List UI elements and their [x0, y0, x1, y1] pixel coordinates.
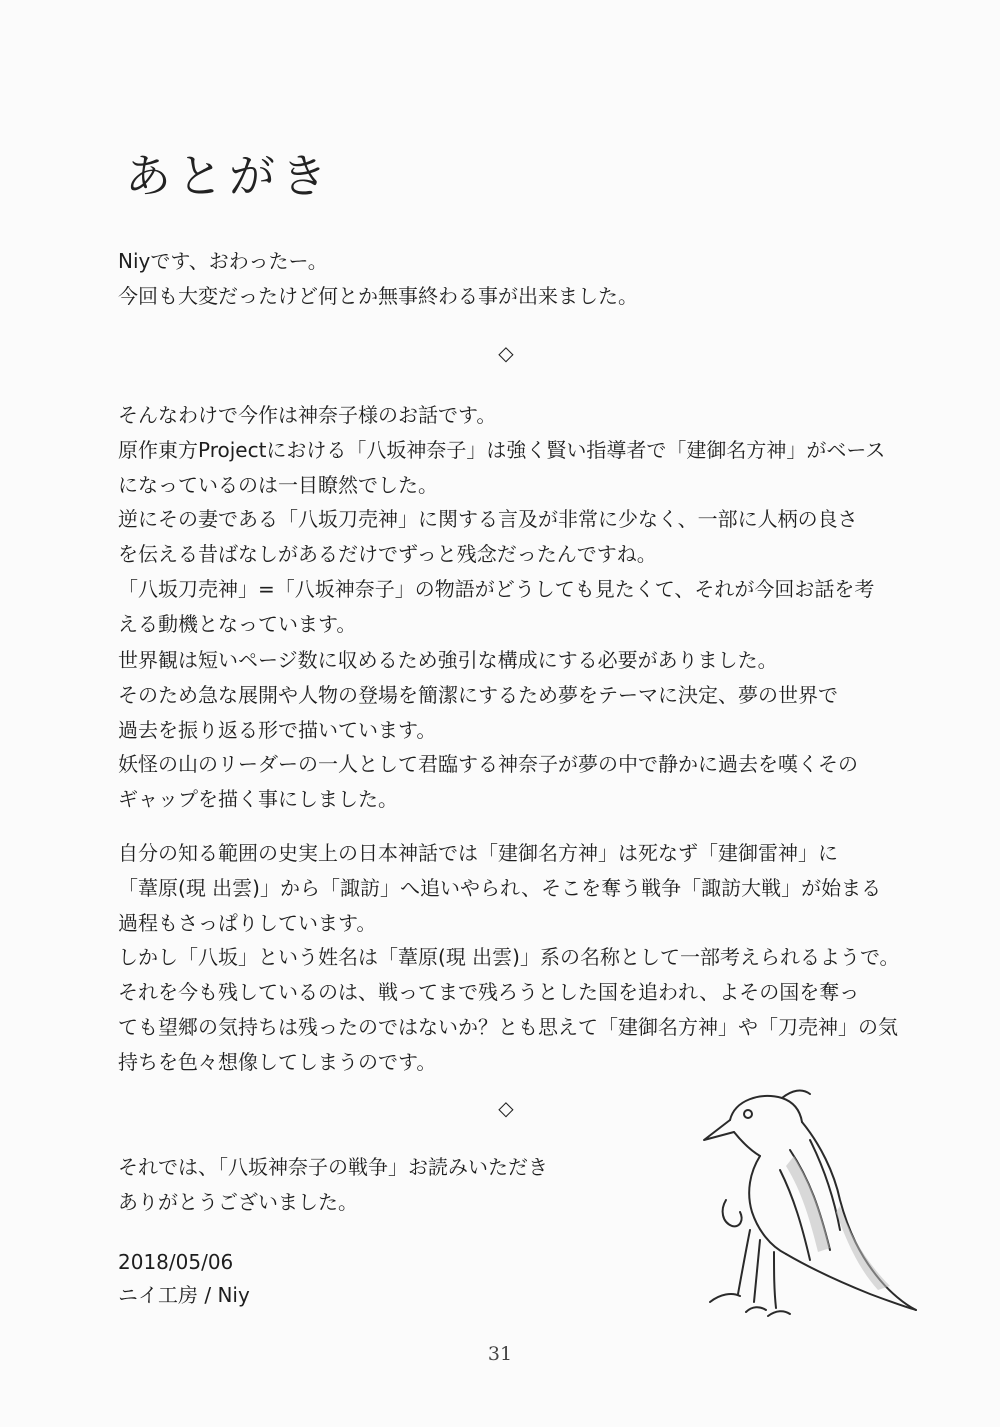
text-line: 過程もさっぱりしています。	[118, 910, 377, 935]
section3-paragraph	[118, 836, 918, 1080]
text-line: そのため急な展開や人物の登場を簡潔にするため夢をテーマに決定、夢の世界で	[118, 682, 838, 707]
text-line: ギャップを描く事にしました。	[118, 787, 398, 812]
text-line: 「八坂刀売神」=「八坂神奈子」の物語がどうしても見たくて、それが今回お話を考	[118, 576, 875, 601]
text-line: そんなわけで今作は神奈子様のお話です。	[118, 403, 497, 427]
crow-illustration	[690, 1080, 920, 1330]
text-line: ても望郷の気持ちは残ったのではないか？とも思えて「建御名方神」や「刀売神」の気	[118, 1014, 898, 1039]
text-line: 原作東方Projectにおける「八坂神奈子」は強く賢い指導者で「建御名方神」がベース	[118, 437, 886, 462]
text-line: しかし「八坂」という姓名は「葦原(現 出雲)」系の名称として一部考えられるようで。	[118, 945, 900, 970]
section-separator: ◇	[498, 341, 514, 365]
text-line: える動機となっています。	[118, 611, 357, 636]
text-line: 「葦原(現 出雲)」から「諏訪」へ追いやられ、そこを奪う戦争「諏訪大戦」が始まる	[118, 875, 882, 900]
author-signature: ニイ工房 / Niy	[118, 1283, 250, 1307]
text-line: 逆にその妻である「八坂刀売神」に関する言及が非常に少なく、一部に人柄の良さ	[118, 507, 858, 532]
text-line: 持ちを色々想像してしまうのです。	[118, 1049, 437, 1074]
date: 2018/05/06	[118, 1250, 234, 1274]
text-line: 過去を振り返る形で描いています。	[118, 717, 437, 742]
text-line: を伝える昔ばなしがあるだけでずっと残念だったんですね。	[118, 542, 657, 567]
text-line: それを今も残しているのは、戦ってまで残ろうとした国を追われ、よその国を奪っ	[118, 980, 860, 1005]
text-line: 妖怪の山のリーダーの一人として君臨する神奈子が夢の中で静かに過去を嘆くその	[118, 752, 858, 777]
text-line: Niyです、おわったー。	[118, 249, 328, 273]
page-title: あとがき	[125, 149, 333, 203]
text-line: ありがとうございました。	[118, 1189, 358, 1214]
text-line: 自分の知る範囲の史実上の日本神話では「建御名方神」は死なず「建御雷神」に	[118, 841, 838, 865]
text-line: 今回も大変だったけど何とか無事終わる事が出来ました。	[118, 283, 638, 308]
text-line: 世界観は短いページ数に収めるため強引な構成にする必要がありました。	[118, 648, 778, 672]
page-number: 31	[487, 1343, 513, 1365]
section-separator: ◇	[498, 1096, 514, 1120]
section1-paragraph	[118, 398, 918, 642]
intro-paragraph	[118, 244, 918, 314]
text-line: それでは、「八坂神奈子の戦争」お読みいただき	[118, 1155, 548, 1179]
text-line: になっているのは一目瞭然でした。	[118, 472, 438, 497]
section2-paragraph	[118, 643, 918, 817]
